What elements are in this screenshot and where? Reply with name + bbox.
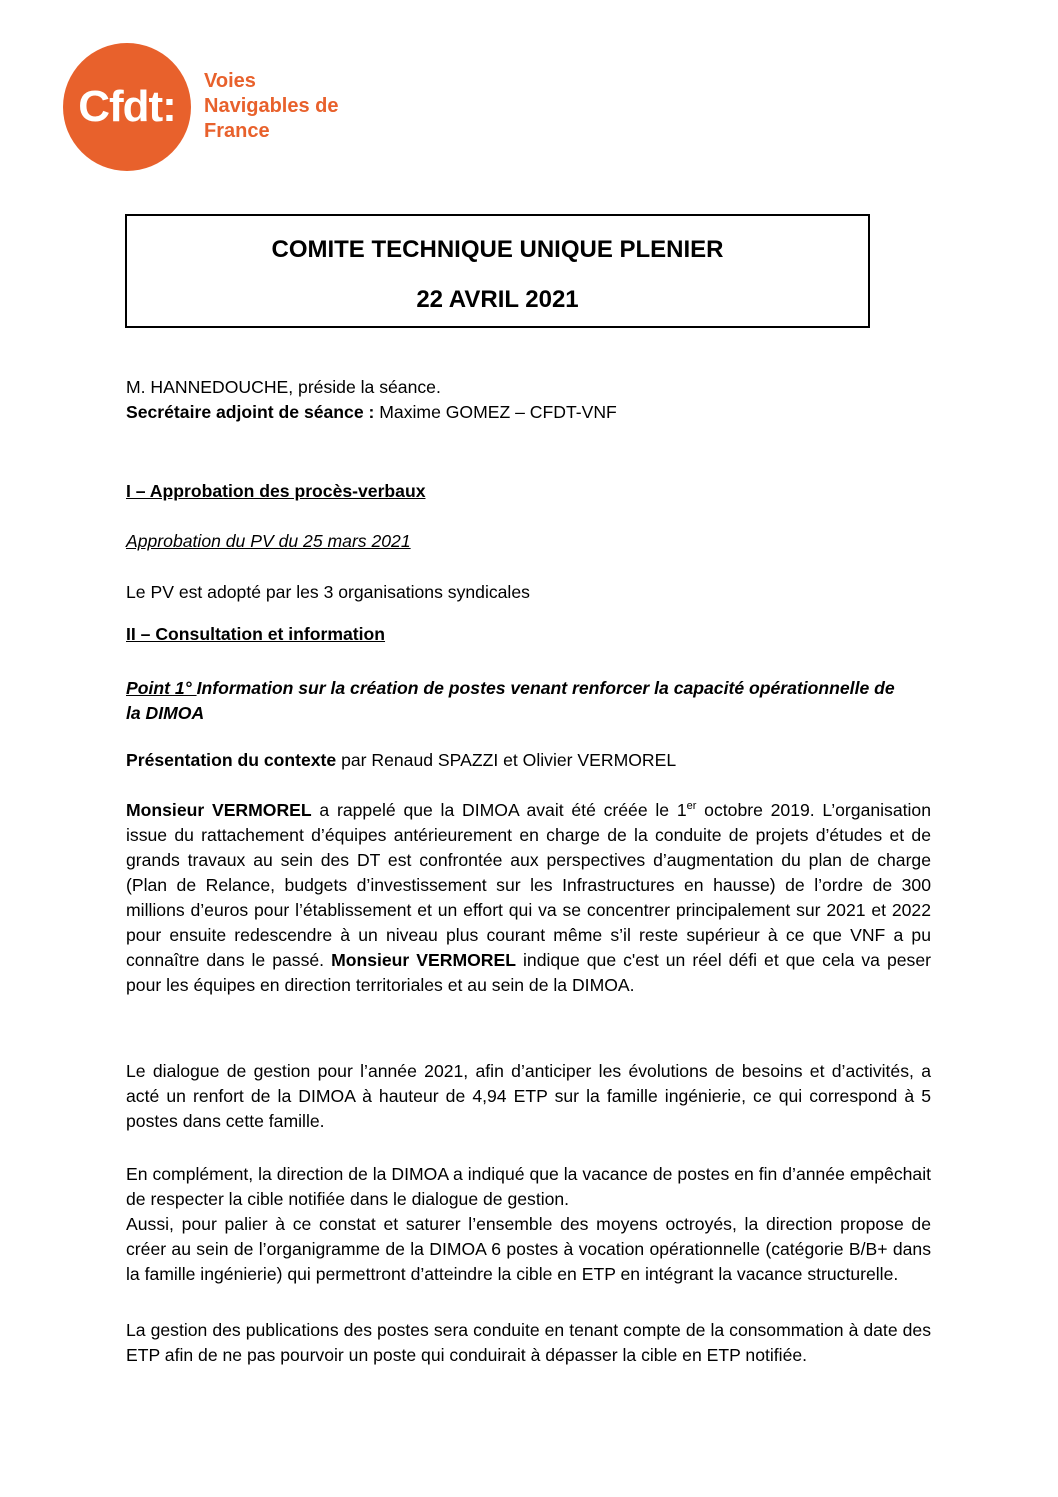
cfdt-logo	[63, 43, 363, 173]
section-1-text: Le PV est adopté par les 3 organisations syndicales	[126, 582, 530, 602]
context-line	[126, 748, 931, 773]
paragraph-5: La gestion des publications des postes sera conduite en tenant compte de la consommation à date des ETP afin de ne pas pourvoir un poste qui conduirait à dépasser la cible en ETP notifiée.	[126, 1320, 931, 1365]
point-1-title-line-1: Information sur la création de postes venant renforcer la capacité opérationnelle de	[196, 678, 895, 698]
document-date: 22 AVRIL 2021	[416, 286, 579, 313]
cfdt-logo-mark: Cfdt:	[63, 43, 191, 171]
logo-line-1: Voies	[204, 70, 256, 92]
context-text: par Renaud SPAZZI et Olivier VERMOREL	[336, 750, 677, 770]
logo-line-3: France	[204, 120, 270, 142]
paragraph-3: En complément, la direction de la DIMOA a indiqué que la vacance de postes en fin d’année empêchait de respecter la cible notifiée dans le dialogue de gestion.	[126, 1164, 931, 1209]
paragraph-1	[126, 798, 931, 998]
paragraph-4: Aussi, pour palier à ce constat et saturer l’ensemble des moyens octroyés, la direction propose de créer au sein de l’organigramme de la DIMOA 6 postes à vocation opérationnelle (catégorie B/B+ dans la famille ingénierie) qui permettront d’atteindre la cible en ETP en intégrant la vacance structurelle.	[126, 1214, 931, 1284]
cfdt-logo-text	[204, 69, 339, 144]
p1-name: Monsieur VERMOREL	[126, 800, 312, 820]
p1-sup: er	[686, 800, 697, 813]
document-title-box	[125, 214, 870, 328]
section-2-heading: II – Consultation et information	[126, 624, 386, 644]
president-line: M. HANNEDOUCHE, préside la séance.	[126, 377, 441, 397]
context-label: Présentation du contexte	[126, 750, 337, 770]
point-1-title-line-2: la DIMOA	[126, 703, 205, 723]
paragraph-2: Le dialogue de gestion pour l’année 2021, afin d’anticiper les évolutions de besoins et d’activités, a acté un renfort de la DIMOA à hauteur de 4,94 ETP sur la famille ingénierie, ce qui correspond à 5 postes dans cette famille.	[126, 1061, 931, 1131]
secretary-line	[126, 400, 931, 425]
p1-text-b: octobre 2019. L’organisation issue du rattachement d’équipes antérieurement en charge de la conduite de projets d’études et de grands travaux au sein des DT est confrontée aux perspectives d’augmentation du plan de charge (Plan de Relance, budgets d’investissement sur les Infrastructures en hausse) de l’ordre de 300 millions d’euros pour l’établissement et un effort qui va se concentrer principalement sur 2021 et 2022 pour ensuite redescendre à un niveau plus courant même s’il reste supérieur à ce que VNF a pu connaître dans le passé.	[126, 800, 931, 970]
logo-line-2: Navigables de	[204, 95, 339, 117]
section-1-subheading: Approbation du PV du 25 mars 2021	[126, 531, 411, 551]
document-title: COMITE TECHNIQUE UNIQUE PLENIER	[271, 236, 724, 263]
secretary-value: Maxime GOMEZ – CFDT-VNF	[374, 402, 617, 422]
section-1-heading: I – Approbation des procès-verbaux	[126, 481, 426, 501]
p1-name-2: Monsieur VERMOREL	[331, 950, 516, 970]
p1-text-a: a rappelé que la DIMOA avait été créée le 1	[311, 800, 687, 820]
point-1-label: Point 1°	[126, 678, 197, 698]
secretary-label: Secrétaire adjoint de séance :	[126, 402, 375, 422]
point-1-title	[126, 676, 931, 726]
p1-text-c: indique que c'est un réel défi et que cela va peser pour les équipes en direction territoriales et au sein de la DIMOA.	[126, 950, 931, 995]
